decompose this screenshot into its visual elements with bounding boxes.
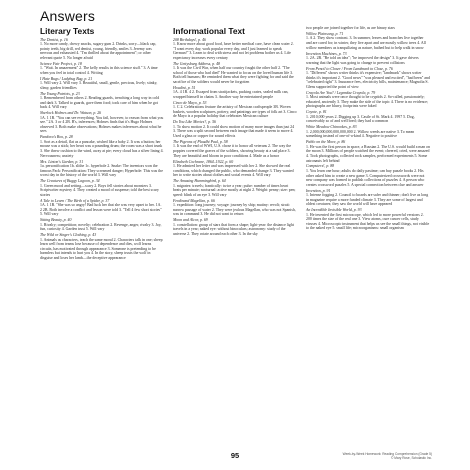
- answer-entry: [40, 62, 164, 76]
- answer-entry-title: A Tale to Learn / The Birth of a Spider, p. 37: [40, 198, 110, 203]
- answer-entry-body: 1. Remembered from others 2. Reading guards, trenching a long way in cold and dark 3. Talked to guards, gave them food; took care of him when he got back 4. Will vary: [40, 96, 160, 110]
- answer-entry-body: 1. You learn one hour; adults do daily pastime; can buy puzzle books 2. His other asked him to create a new game 3. Computerized crosswords were not new company was formed to publish collections of puzzles 4. A person who creates crossword puzzles 5. A special connection between clue and answer: [306, 168, 425, 187]
- answer-columns: [40, 26, 430, 262]
- answer-entry-title: Pandora's Box, p. 28: [40, 135, 73, 140]
- answer-entry-body: 1. It was the end of WWI, U.S. chose it to honor all veterans 2. The way the poppies covered the graves of the soldiers, showing beauty at a sad place 3. They are beautiful and bloom in poor conditions 4. Made as a honor: [173, 144, 292, 158]
- answer-entry-body: 1. Know more about good food, have better medical care, have clean water 2. "I want every day, work popular every day, and I just learned to speak German!" 3. Learn to deal with stress and not let problems bother us 4. Life expectancy increases every century: [173, 42, 294, 60]
- answer-entry: [173, 199, 297, 217]
- answer-entry-title: Coyote, p. 81: [306, 110, 327, 115]
- answer-entry: [173, 140, 297, 158]
- column-3: [306, 26, 430, 232]
- answer-entry-body: 1. 2A. 2B. "Be told an idea"; "he improved the design" 3. It gave drivers warning that the light was going to change to prevent collisions: [306, 56, 419, 65]
- answer-entry-body: 1A. 1 1B. "She was so angry! Bad luck her that she was very upset to her. 1A. 2 2B. Both involve a conflict and lesson were told 3. "Tell 4 few short stories" 5. Will vary: [40, 203, 162, 217]
- answer-entry-title: Elizabeth Cochrane, 1864–1922, p. 60: [173, 159, 234, 164]
- answer-entry: [40, 111, 164, 134]
- answer-entry-body: 1. A 2. They show contrast. 3. In summer, leaves and branches live together and are cared for; in winter, they live apart and are mostly willow trees 4. All willow members as tranquilizing as nature, bathed but to help walk in snow: [306, 36, 426, 50]
- answer-entry-title: The Gettysburg Address, p. 48: [173, 61, 220, 66]
- answer-entry-title: Cinco de Mayo, p. 53: [173, 100, 207, 105]
- answer-entry: [306, 164, 430, 187]
- answer-entry-title: The Young Patriots, p. 23: [40, 91, 80, 96]
- answer-entry-title: The Dentist, p. 16: [40, 37, 68, 42]
- answer-entry-title: Willow Plainsong, p. 71: [306, 31, 344, 36]
- answer-entry-title: From Pencil to Closer / From Landmark to Close, p. 76: [306, 66, 393, 71]
- answer-entry: [173, 101, 297, 119]
- credit-line-2: © Mary Rose, Scholastic Inc.: [391, 456, 432, 460]
- section-heading: Literary Texts: [40, 26, 95, 36]
- answer-entry-body: 1. No more candy, chewy snacks, sugary gum 2. Drinks, sorry—black cap, pointy teeth, big drill, red dentist, young, friendly, smiles 3. Jeremy was nervous and exhausted 4. "I'm thrilled about the appointment"; or other relevant quote 5. No longer afraid: [40, 42, 157, 60]
- answer-entry: [173, 179, 297, 197]
- answer-entry-body: 1. C 2. Celebrations feature the artistry of Mexican craftspeople 3B. Woven baskets, wooden sculptures, pottery, and paintings are types of folk art 3. Cinco de Mayo is a popular holiday that celebrates Mexican culture: [173, 105, 297, 119]
- answer-entry-body: 1. He was the first person in space, a Russian 2. The U.S. would build a man on the moon 3. Millions of people watched the event; cheered, cried, were amazed 4. Took photographs, collected rock samples, performed experiments 5. Some astronauts left behind: [306, 144, 430, 163]
- answer-entry-title: The Amazing Hummingbird, p. 64: [173, 179, 226, 184]
- answer-entry-body: 1. It was the Civil War, when half our country fought the other half 2. "The school of those who had died" He wanted to focus on the loved human life 3. Both tell humans; He reminded them what they were fighting for and said the sacrifice of the soldiers would never be forgotten: [173, 66, 294, 84]
- answer-entry-title: I Hate Bugs / Ladybug Bug, p. 21: [40, 76, 93, 81]
- answer-entry: [306, 140, 430, 163]
- answer-entry-body: 1. migrates: travels; frantically: twice a year; pulse: number of times heart beats per minute; nocturnal: active mostly at night 2. Weight: penny; size: pen; speed: blink of an eye 3. Will vary: [173, 183, 296, 197]
- answer-entry: [306, 52, 430, 66]
- column-2: [173, 26, 297, 238]
- answer-entry-body: 1. He invented the first microscope, which led to more powerful versions 2. 200 times the size of the real one 3. View atoms, cure cancer cells, study viruses 4. Microscopic instrument that helps us see the small things, not visible to the naked eye 5. small life; microorganisms: small organism: [306, 212, 430, 231]
- answer-entry-body: 1. "Different" shows writer thinks it's expensive; "landmark" shows writer thinks it's important 2. "Good news" "was pleased and excited", "had been" and "celebrated right" 3. Insurance fees, electricity bills, maintenance; Magnolia S. Glens supported the point of view: [306, 71, 430, 89]
- answer-entry-body: 1A. 4 1B. 4 2. Escaped from straitjackets, packing crates, sealed milk can, wrapped himself in chains 3. Another way he entertained people: [173, 90, 289, 99]
- answer-entry: [306, 208, 430, 231]
- answer-entry-body: 1. Green mood and setting—scary 2. Boys fell stories about monsters 3. Scriptwriter mystery 4. They created a mood of suspense; told the best scary stories: [40, 183, 159, 197]
- answer-entry: [306, 67, 430, 90]
- answer-entry: [306, 189, 430, 207]
- answer-entry: [173, 62, 297, 85]
- answer-entry-body: 1A. 1 1B. "You can see everything. You fail, however, to reason from what you see." 2A. 3 or 4 2B. B's, inferences; Holmes finds that it's Hugo Holmes observed 3. Both make observations; Holmes makes inferences about what he sees: [40, 115, 164, 134]
- answer-entry-title: Sitting Beauty, p. 40: [40, 218, 72, 223]
- answer-entry-body: 1. Animals as characters, teach the same moral 2. Characters talk in one; sheep learn well from teams lose because of dependence and dies, wolf learns circuits, has motivated through appearance 3. Someone is pretending to be harmless but intends to hurt you 4. In the story, sheep trusts the wolf in disguise and loses her lamb—the deceptive appearance: [40, 237, 163, 261]
- answer-entry: [306, 125, 430, 139]
- answer-entry: [40, 179, 164, 197]
- answer-entry: [173, 160, 297, 178]
- answer-entry-title: Ferdinand Magellan, p. 66: [173, 198, 215, 203]
- answer-entry-title: The Wild or Singer's Clothing, p. 43: [40, 233, 97, 238]
- answer-entry-title: Mrs. Linton's Garden, p. 31: [40, 159, 84, 164]
- answer-entry: [40, 92, 164, 110]
- answer-entry-body: 1. 2010,000 years 2. Digging up 3. Castle of St. Mark 4. 1997 5. Dog, conceivably so of and well bred; they had a common: [306, 114, 415, 124]
- answer-entry-body: 1. Sort as a detail, flat as a pancake, wished like a baby 2. It was a button; her mouse was a stick; her heart was a pounding drum; the room was a short trunk 3. She threw cushion to the wind, away at pie; every cloud has a silver lining 4. Nervousness; anxiety: [40, 139, 164, 158]
- answer-entry-body: 1. Rivalry; competition; novelty; celebration 2. Revenge, anger, rivalry 3. Joy, fun, curiosity 4. Garden trust 5. Will vary: [40, 222, 162, 232]
- answer-entry: [306, 26, 430, 31]
- answer-entry-title: Invention Machines, p. 73: [306, 51, 347, 56]
- answer-entry-title: Do You Like Movies?, p. 56: [173, 120, 216, 125]
- answer-entry: [40, 199, 164, 217]
- answer-entry-body: 1. constellation: group of stars that form a shape; light-year: the distance light travels in a year; naked eye: without binoculars; astronomy: study of the universe 2. They rotate around each other 3. In the sky: [173, 222, 294, 236]
- answer-entry-title: An Incredible Invisible World, p. 93: [306, 208, 362, 213]
- answer-entry-body: 1. To show motion 2. It could show motion of many more images than just 24 3. There was a split second between each image that made it seem to move 4. Used a glass or copper for sound effects: [173, 124, 295, 138]
- answer-entry-title: White Meadow Chinookes, p. 83: [306, 125, 357, 130]
- answer-entry-title: Houdini, p. 51: [173, 85, 196, 90]
- answer-entry: [40, 218, 164, 232]
- answer-entry-title: Pablo on the Move, p. 86: [306, 140, 346, 145]
- answer-entry: [306, 110, 430, 124]
- answer-entry-body: 1. He admired her letter and was impressed with her 2. She showed the real conditions, which changed the public, who demanded change 3. They wanted her to write stories about clothes and social events 4. Will vary: [173, 164, 294, 178]
- answer-entry-title: Science Fair Project, p. 18: [40, 61, 82, 66]
- answer-entry-title: 208 Birthdays!, p. 46: [173, 37, 206, 42]
- answer-entry-body: two people are joined together for life, as are binary stars: [306, 26, 395, 30]
- page-number: 95: [230, 451, 240, 460]
- answer-entry: [173, 38, 297, 61]
- answer-entry-body: 1a. personification 1b. slithe 1c. hyperbole 2. Snake: The inventors won the famous Pack: Personification: They screamed danger; Hyperbole: This was the worst day in the history of the world 3. Will vary: [40, 164, 163, 178]
- answer-entry: [40, 233, 164, 260]
- page-title: Answers: [40, 8, 96, 24]
- answer-entry-body: 1. 2,000,000,000,000,000,000 2. Willow weeds are native 3. To mean something instead of one-of-a-kind 4. Negative to positive: [306, 129, 415, 139]
- answer-entry: [306, 91, 430, 109]
- answer-entry: [173, 86, 297, 100]
- answer-entry-title: Computers!, p. 88: [306, 164, 335, 169]
- answer-entry: [306, 32, 430, 50]
- column-1: [40, 26, 164, 262]
- answer-entry-body: 1. "Wait. In amazement" 2. The kelly results in this science stuff." 3. A time when you feel in total control 4. Writing: [40, 66, 158, 75]
- credit-line: [343, 452, 432, 460]
- answer-entry-body: 1. Will vary 2. Will vary 3. Beautiful, small, gentle, precious, lively; stinky, slimy, garden friendlies: [40, 81, 158, 90]
- answer-entry: [173, 218, 297, 236]
- answer-entry: [40, 135, 164, 158]
- answer-entry-body: 1. expedition: long journey; voyage: journey by ship; mutiny: revolt; strait: narrow passage of water 2. They were jealous Magellan, who was not Spanish, was in command 3. He did not want to return: [173, 203, 296, 217]
- answer-entry: [40, 38, 164, 61]
- answer-entry-title: The Creatures of Buggy Lagoon, p. 34: [40, 179, 100, 184]
- answer-entry-title: Moon and Alcor, p. 69: [173, 218, 208, 223]
- answer-entry-title: Invention, p. 91: [306, 188, 331, 193]
- answer-entry-body: 1. Most animals were once thought to be cryptids 2. So-called, passionately; educated, anciently 3. They make the side of the topic 4. There is no evidence; photographs are blurry, footprints were faked: [306, 95, 429, 109]
- credit-line-1: Week-by-Week Homework: Reading Comprehension (Grade 5): [342, 452, 432, 456]
- answer-entry-title: Crayola Are You? / Legendaz Crayola, p. 79: [306, 90, 376, 95]
- answer-entry: [40, 77, 164, 91]
- answer-entry: [173, 120, 297, 138]
- answer-entry-body: 1. Intense fogging 2. Council to boards are safer and thinner; don't live as long in magazine require a more funded climate 3. They are some of largest and oldest creatures; they saw the world will have appeared: [306, 193, 429, 207]
- section-heading: Informational Text: [173, 26, 245, 36]
- answer-entry-title: Sherlock Holmes and Dr. Watson, p. 26: [40, 111, 102, 116]
- answer-entry: [40, 160, 164, 178]
- answer-entry-title: The Pigeons of Plaudhi Paul, p. 58: [173, 139, 228, 144]
